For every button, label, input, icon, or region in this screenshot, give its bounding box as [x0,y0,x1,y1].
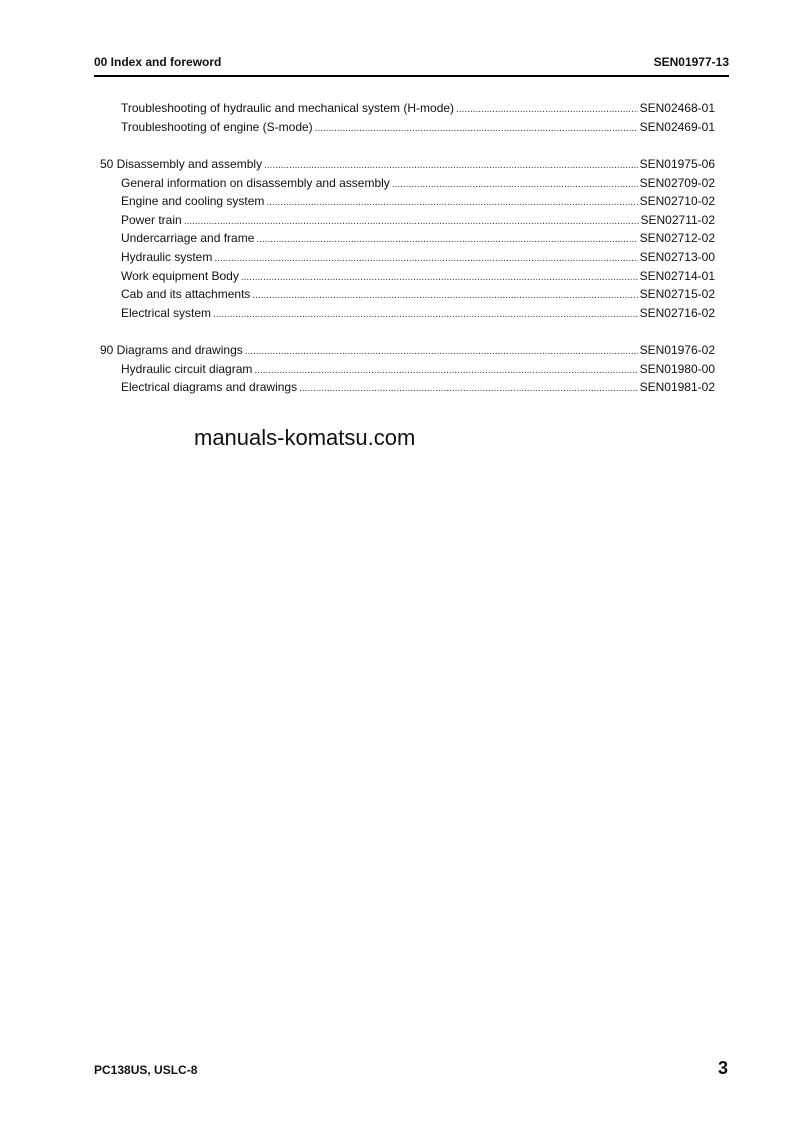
toc-section[interactable] [100,343,715,361]
toc-entry[interactable] [100,362,715,380]
toc-entry-code: SEN01976-02 [639,343,715,357]
toc-entry-code: SEN02712-02 [639,231,715,245]
toc-entry-title: Undercarriage and frame [121,231,255,245]
toc-entry-code: SEN01981-02 [639,380,715,394]
toc-entry-code: SEN02710-02 [639,194,715,208]
toc-entry[interactable] [100,176,715,194]
leader-dots [245,346,638,357]
toc-entry[interactable] [100,213,715,231]
toc-entry-code: SEN02714-01 [639,269,715,283]
toc-entry-code: SEN01980-00 [639,362,715,376]
footer-model: PC138US, USLC-8 [94,1063,198,1077]
leader-dots [299,383,638,394]
toc-entry-title: Troubleshooting of engine (S-mode) [121,120,313,134]
toc-entry[interactable] [100,380,715,398]
section-title: 00 Index and foreword [94,55,222,69]
toc-entry-code: SEN02709-02 [639,176,715,190]
leader-dots [213,309,638,320]
leader-dots [315,123,638,134]
toc-entry[interactable] [100,231,715,249]
toc-entry-title: Work equipment Body [121,269,239,283]
toc-entry[interactable] [100,250,715,268]
toc-entry-title: Hydraulic system [121,250,213,264]
leader-dots [256,234,637,245]
toc-entry-title: Engine and cooling system [121,194,265,208]
leader-dots [392,179,638,190]
leader-dots [214,253,637,264]
toc-entry-code: SEN02715-02 [639,287,715,301]
toc-entry[interactable] [100,120,715,138]
leader-dots [184,216,639,227]
leader-dots [241,272,638,283]
leader-dots [252,290,637,301]
leader-dots [456,104,638,115]
page-header [94,53,729,77]
document-code: SEN01977-13 [653,55,729,69]
toc-entry-title: 50 Disassembly and assembly [100,157,263,171]
toc-entry[interactable] [100,306,715,324]
leader-dots [264,160,638,171]
leader-dots [266,197,637,208]
toc-entry-title: General information on disassembly and assembly [121,176,390,190]
toc-entry-title: Electrical diagrams and drawings [121,380,298,394]
toc-entry-code: SEN02713-00 [639,250,715,264]
toc-entry-code: SEN02716-02 [639,306,715,320]
toc-entry-code: SEN02711-02 [640,213,715,227]
toc-entry-title: Troubleshooting of hydraulic and mechanical system (H-mode) [121,101,455,115]
toc-entry-title: Cab and its attachments [121,287,251,301]
toc-entry[interactable] [100,269,715,287]
toc-entry-title: Power train [121,213,182,227]
toc-entry[interactable] [100,194,715,212]
leader-dots [254,365,637,376]
page-number: 3 [718,1058,729,1078]
toc-entry-title: Hydraulic circuit diagram [121,362,253,376]
toc-entry-title: 90 Diagrams and drawings [100,343,243,357]
toc-entry-code: SEN02469-01 [639,120,715,134]
watermark-text: manuals-komatsu.com [194,425,416,450]
toc-section[interactable] [100,157,715,175]
toc-entry-title: Electrical system [121,306,212,320]
toc-entry-code: SEN01975-06 [639,157,715,171]
toc-entry[interactable] [100,101,715,119]
toc-entry[interactable] [100,287,715,305]
toc-entry-code: SEN02468-01 [639,101,715,115]
